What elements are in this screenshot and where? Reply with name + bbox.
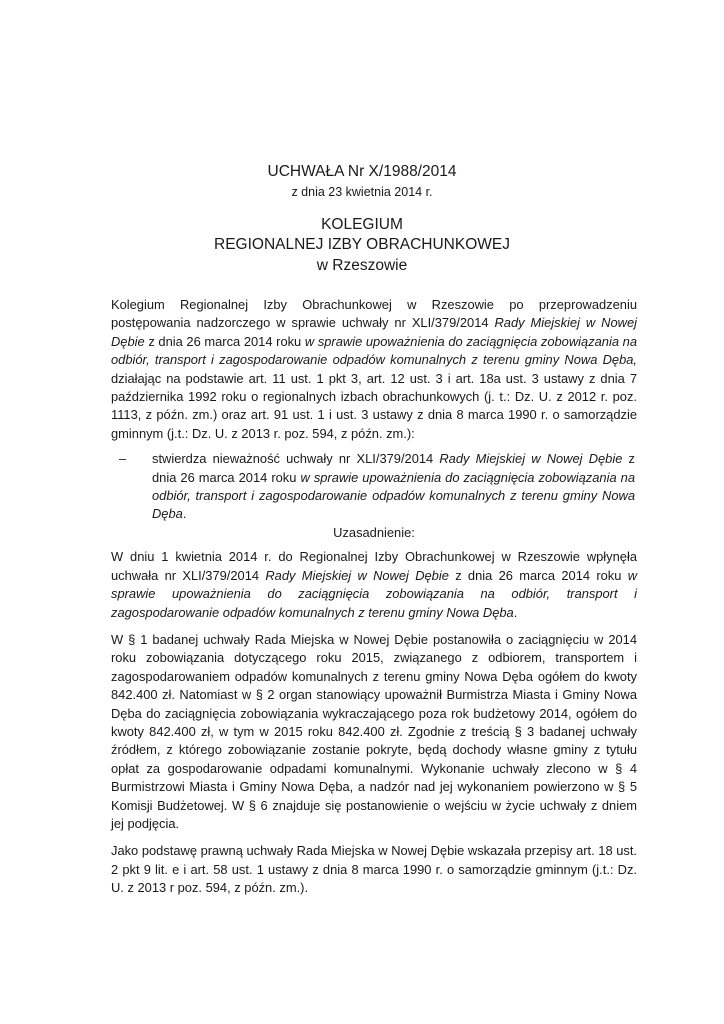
intro-paragraph bbox=[111, 296, 637, 443]
decision-council-name: Rady Miejskiej w Nowej Dębie bbox=[439, 451, 623, 467]
intro-text-2: z dnia 26 marca 2014 roku bbox=[144, 333, 305, 349]
issuer-line-2: REGIONALNEJ IZBY OBRACHUNKOWEJ bbox=[214, 236, 510, 253]
just-p1-text-3: . bbox=[513, 604, 518, 620]
dash-bullet: – bbox=[119, 451, 127, 467]
decision-text-3: . bbox=[182, 506, 187, 522]
justification-paragraph-1 bbox=[111, 548, 637, 622]
issuer-line-3: w Rzeszowie bbox=[316, 257, 408, 274]
resolution-title: UCHWAŁA Nr X/1988/2014 bbox=[267, 163, 457, 180]
intro-council-name: Rady Miejskiej w Nowej Dębie bbox=[111, 315, 637, 349]
decision-text bbox=[152, 450, 637, 524]
decision-item bbox=[111, 450, 637, 524]
just-p1-text-2: z dnia 26 marca 2014 roku bbox=[448, 567, 628, 583]
justification-paragraph-3: Jako podstawę prawną uchwały Rada Miejska w Nowej Dębie wskazała przepisy art. 18 ust. 2 pkt 9 lit. e i art. 58 ust. 1 ustawy z dnia 8 marca 1990 r. o samorządzie gminnym (j.t.: Dz. U. z 2013 r poz. 594, z późn. zm.). bbox=[111, 843, 637, 896]
justification-paragraph-2: W § 1 badanej uchwały Rada Miejska w Nowej Dębie postanowiła o zaciągnięciu w 2014 roku zobowiązania dotyczącego roku 2015, związanego z odbiorem, transportem i zagospodarowaniem odpadów komunalnych z terenu gminy Nowa Dęba ogółem do kwoty 842.400 zł. Natomiast w § 2 organ stanowiący upoważnił Burmistrza Miasta i Gminy Nowa Dęba do zaciągnięcia zobowiązania wykraczającego poza rok budżetowy 2014, ogółem do kwoty 842.400 zł, w tym w 2015 roku 842.400 zł. Zgodnie z treścią § 3 badanej uchwały źródłem, z którego zobowiązanie zostanie pokryte, będą dochody własne gminy z tytułu opłat za gospodarowanie odpadami komunalnymi. Wykonanie uchwały zlecono w § 4 Burmistrzowi Miasta i Gminy Nowa Dęba, a nadzór nad jej wykonaniem powierzono w § 5 Komisji Budżetowej. W § 6 znajduje się postanowienie o wejściu w życie uchwały z dniem jej podjęcia. bbox=[111, 631, 637, 831]
decision-subject: w sprawie upoważnienia do zaciągnięcia zobowiązania na odbiór, transport i zagospodarowanie odpadów komunalnych z terenu gminy Nowa Dęba bbox=[152, 469, 635, 522]
intro-subject: w sprawie upoważnienia do zaciągnięcia zobowiązania na odbiór, transport i zagospodarowanie odpadów komunalnych z terenu gminy Nowa Dęba, bbox=[111, 333, 637, 368]
justification-heading: Uzasadnienie: bbox=[333, 524, 415, 540]
intro-text-3: działając na podstawie art. 11 ust. 1 pkt 3, art. 12 ust. 3 i art. 18a ust. 3 ustawy z dnia 7 października 1992 roku o regionalnych izbach obrachunkowych (j. t.: Dz. U. z 2012 r. poz. 1113, z późn. zm.) oraz art. 91 ust. 1 i ust. 3 ustawy z dnia 8 marca 1990 r. o samorządzie gminnym (j.t.: Dz. U. z 2013 r. poz. 594, z późn. zm.): bbox=[111, 370, 637, 441]
intro-text-1: Kolegium Regionalnej Izby Obrachunkowej w Rzeszowie po przeprowadzeniu postępowania nadzorczego w sprawie uchwały nr XLI/379/2014 bbox=[111, 297, 637, 331]
issuer-line-1: KOLEGIUM bbox=[321, 216, 403, 233]
just-p1-council-name: Rady Miejskiej w Nowej Dębie bbox=[265, 567, 449, 583]
decision-text-2: z dnia 26 marca 2014 roku bbox=[152, 451, 636, 485]
decision-text-1: stwierdza nieważność uchwały nr XLI/379/2014 bbox=[152, 451, 440, 467]
just-p1-text-1: W dniu 1 kwietnia 2014 r. do Regionalnej Izby Obrachunkowej w Rzeszowie wpłynęła uchwała nr XLI/379/2014 bbox=[111, 549, 637, 583]
just-p1-subject: w sprawie upoważnienia do zaciągnięcia zobowiązania na odbiór, transport i zagospodarowanie odpadów komunalnych z terenu gminy Nowa Dęba bbox=[111, 567, 638, 620]
document-body bbox=[111, 296, 637, 898]
resolution-date: z dnia 23 kwietnia 2014 r. bbox=[291, 185, 433, 199]
